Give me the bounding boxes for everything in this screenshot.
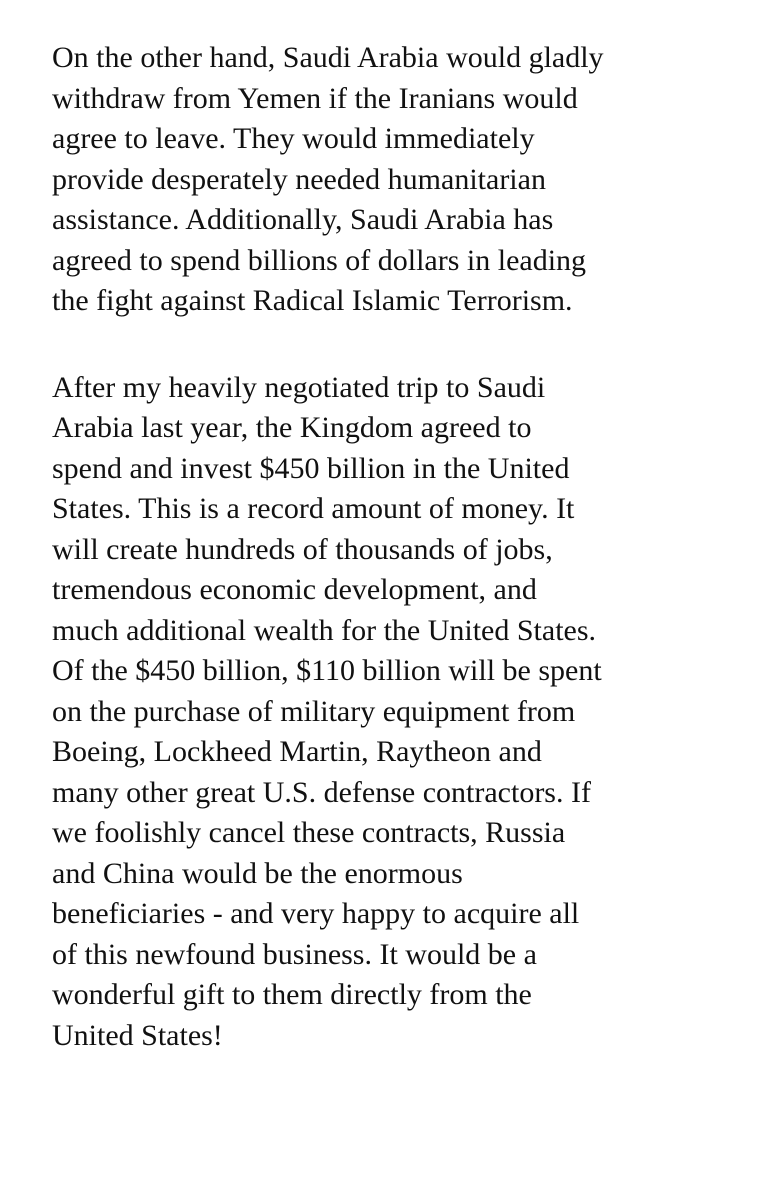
text-line: will create hundreds of thousands of jobs, <box>52 532 553 566</box>
text-line: many other great U.S. defense contractors. If <box>52 775 591 809</box>
text-line: provide desperately needed humanitarian <box>52 162 546 196</box>
text-line: agree to leave. They would immediately <box>52 122 535 155</box>
text-line: we foolishly cancel these contracts, Russia <box>52 816 566 849</box>
text-line: United States! <box>52 1018 223 1052</box>
text-line: assistance. Additionally, Saudi Arabia has <box>52 203 554 236</box>
paragraph-1 <box>52 38 777 322</box>
text-line: tremendous economic development, and <box>52 573 537 606</box>
text-line: the fight against Radical Islamic Terrorism. <box>52 284 573 317</box>
text-line: on the purchase of military equipment from <box>52 694 576 728</box>
text-line: much additional wealth for the United States. <box>52 613 597 647</box>
text-line: of this newfound business. It would be a <box>52 937 537 971</box>
text-line: Boeing, Lockheed Martin, Raytheon and <box>52 735 542 768</box>
text-line: beneficiaries - and very happy to acquire all <box>52 897 580 930</box>
text-line: spend and invest $450 billion in the United <box>52 451 570 485</box>
text-line: After my heavily negotiated trip to Saudi <box>52 370 546 404</box>
paragraph-2 <box>52 368 777 1057</box>
text-line: agreed to spend billions of dollars in leading <box>52 243 587 277</box>
text-line: and China would be the enormous <box>52 856 463 890</box>
text-line: wonderful gift to them directly from the <box>52 978 532 1011</box>
text-line: withdraw from Yemen if the Iranians would <box>52 81 578 115</box>
text-line: Arabia last year, the Kingdom agreed to <box>52 411 532 444</box>
text-line: On the other hand, Saudi Arabia would gladly <box>52 41 604 74</box>
text-line: States. This is a record amount of money. It <box>52 492 575 525</box>
text-line: Of the $450 billion, $110 billion will be spent <box>52 654 602 687</box>
